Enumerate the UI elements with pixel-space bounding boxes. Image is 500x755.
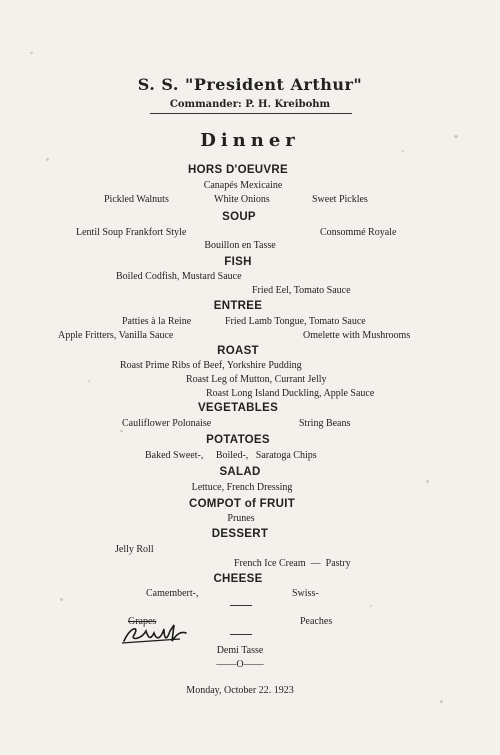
commander-line: Commander: P. H. Kreibohm bbox=[169, 99, 331, 110]
menu-item: Canapés Mexicaine bbox=[203, 180, 283, 191]
menu-item: White Onions bbox=[214, 194, 270, 205]
section-heading-soup: SOUP bbox=[222, 211, 256, 223]
menu-item: Cauliflower Polonaise bbox=[122, 418, 212, 429]
menu-item: Fried Lamb Tongue, Tomato Sauce bbox=[225, 316, 366, 327]
section-heading-fish: FISH bbox=[224, 256, 252, 268]
section-heading-roast: ROAST bbox=[217, 345, 259, 357]
menu-item: Bouillon en Tasse bbox=[204, 240, 276, 251]
paper-stain bbox=[60, 598, 63, 601]
paper-stain bbox=[30, 52, 33, 54]
header-rule bbox=[150, 113, 352, 114]
meal-title: Dinner bbox=[200, 130, 300, 151]
demi-tasse: Demi Tasse bbox=[216, 645, 264, 656]
section-heading-potatoes: POTATOES bbox=[206, 434, 270, 446]
section-heading-vegetables: VEGETABLES bbox=[197, 402, 279, 414]
struck-menu-item: Grapes bbox=[128, 616, 157, 627]
section-heading-salad: SALAD bbox=[219, 466, 261, 478]
section-heading-compot-of-fruit: COMPOT of FRUIT bbox=[188, 498, 296, 510]
section-heading-entree: ENTREE bbox=[213, 300, 263, 312]
section-heading-cheese: CHEESE bbox=[213, 573, 263, 585]
ornament-divider: ——O—— bbox=[216, 659, 264, 670]
menu-item: Jelly Roll bbox=[115, 544, 154, 555]
paper-stain bbox=[46, 158, 49, 161]
paper-stain bbox=[426, 480, 429, 483]
paper-stain bbox=[454, 135, 458, 138]
handwritten-signature bbox=[120, 621, 190, 647]
paper-stain bbox=[402, 150, 404, 152]
menu-item: Fried Eel, Tomato Sauce bbox=[252, 285, 351, 296]
menu-item: Patties à la Reine bbox=[122, 316, 192, 327]
menu-item: Peaches bbox=[300, 616, 333, 627]
section-heading-dessert: DESSERT bbox=[211, 528, 269, 540]
menu-item: French Ice Cream — Pastry bbox=[234, 558, 351, 569]
menu-item: String Beans bbox=[299, 418, 351, 429]
menu-date: Monday, October 22. 1923 bbox=[186, 685, 294, 696]
menu-item: Camembert-, bbox=[146, 588, 199, 599]
menu-item: Roast Long Island Duckling, Apple Sauce bbox=[206, 388, 375, 399]
menu-item: Sweet Pickles bbox=[312, 194, 368, 205]
menu-item: Baked Sweet-, Boiled-, Saratoga Chips bbox=[145, 450, 317, 461]
menu-item: Apple Fritters, Vanilla Sauce bbox=[58, 330, 174, 341]
paper-stain bbox=[440, 700, 443, 703]
paper-stain bbox=[88, 380, 90, 382]
menu-item: Roast Leg of Mutton, Currant Jelly bbox=[186, 374, 327, 385]
menu-item: Pickled Walnuts bbox=[104, 194, 169, 205]
menu-item: Boiled Codfish, Mustard Sauce bbox=[116, 271, 242, 282]
section-heading-hors-doeuvre: HORS D'OEUVRE bbox=[188, 164, 288, 176]
menu-item: Lentil Soup Frankfort Style bbox=[76, 227, 187, 238]
short-rule bbox=[230, 605, 252, 606]
menu-item: Omelette with Mushrooms bbox=[303, 330, 411, 341]
menu-item: Lettuce, French Dressing bbox=[191, 482, 293, 493]
menu-item: Consommé Royale bbox=[320, 227, 397, 238]
short-rule bbox=[230, 634, 252, 635]
paper-stain bbox=[120, 430, 123, 432]
ship-name: S. S. "President Arthur" bbox=[137, 75, 363, 94]
menu-item: Prunes bbox=[227, 513, 255, 524]
paper-stain bbox=[370, 605, 372, 607]
menu-item: Roast Prime Ribs of Beef, Yorkshire Pudding bbox=[120, 360, 302, 371]
menu-item: Swiss- bbox=[292, 588, 319, 599]
